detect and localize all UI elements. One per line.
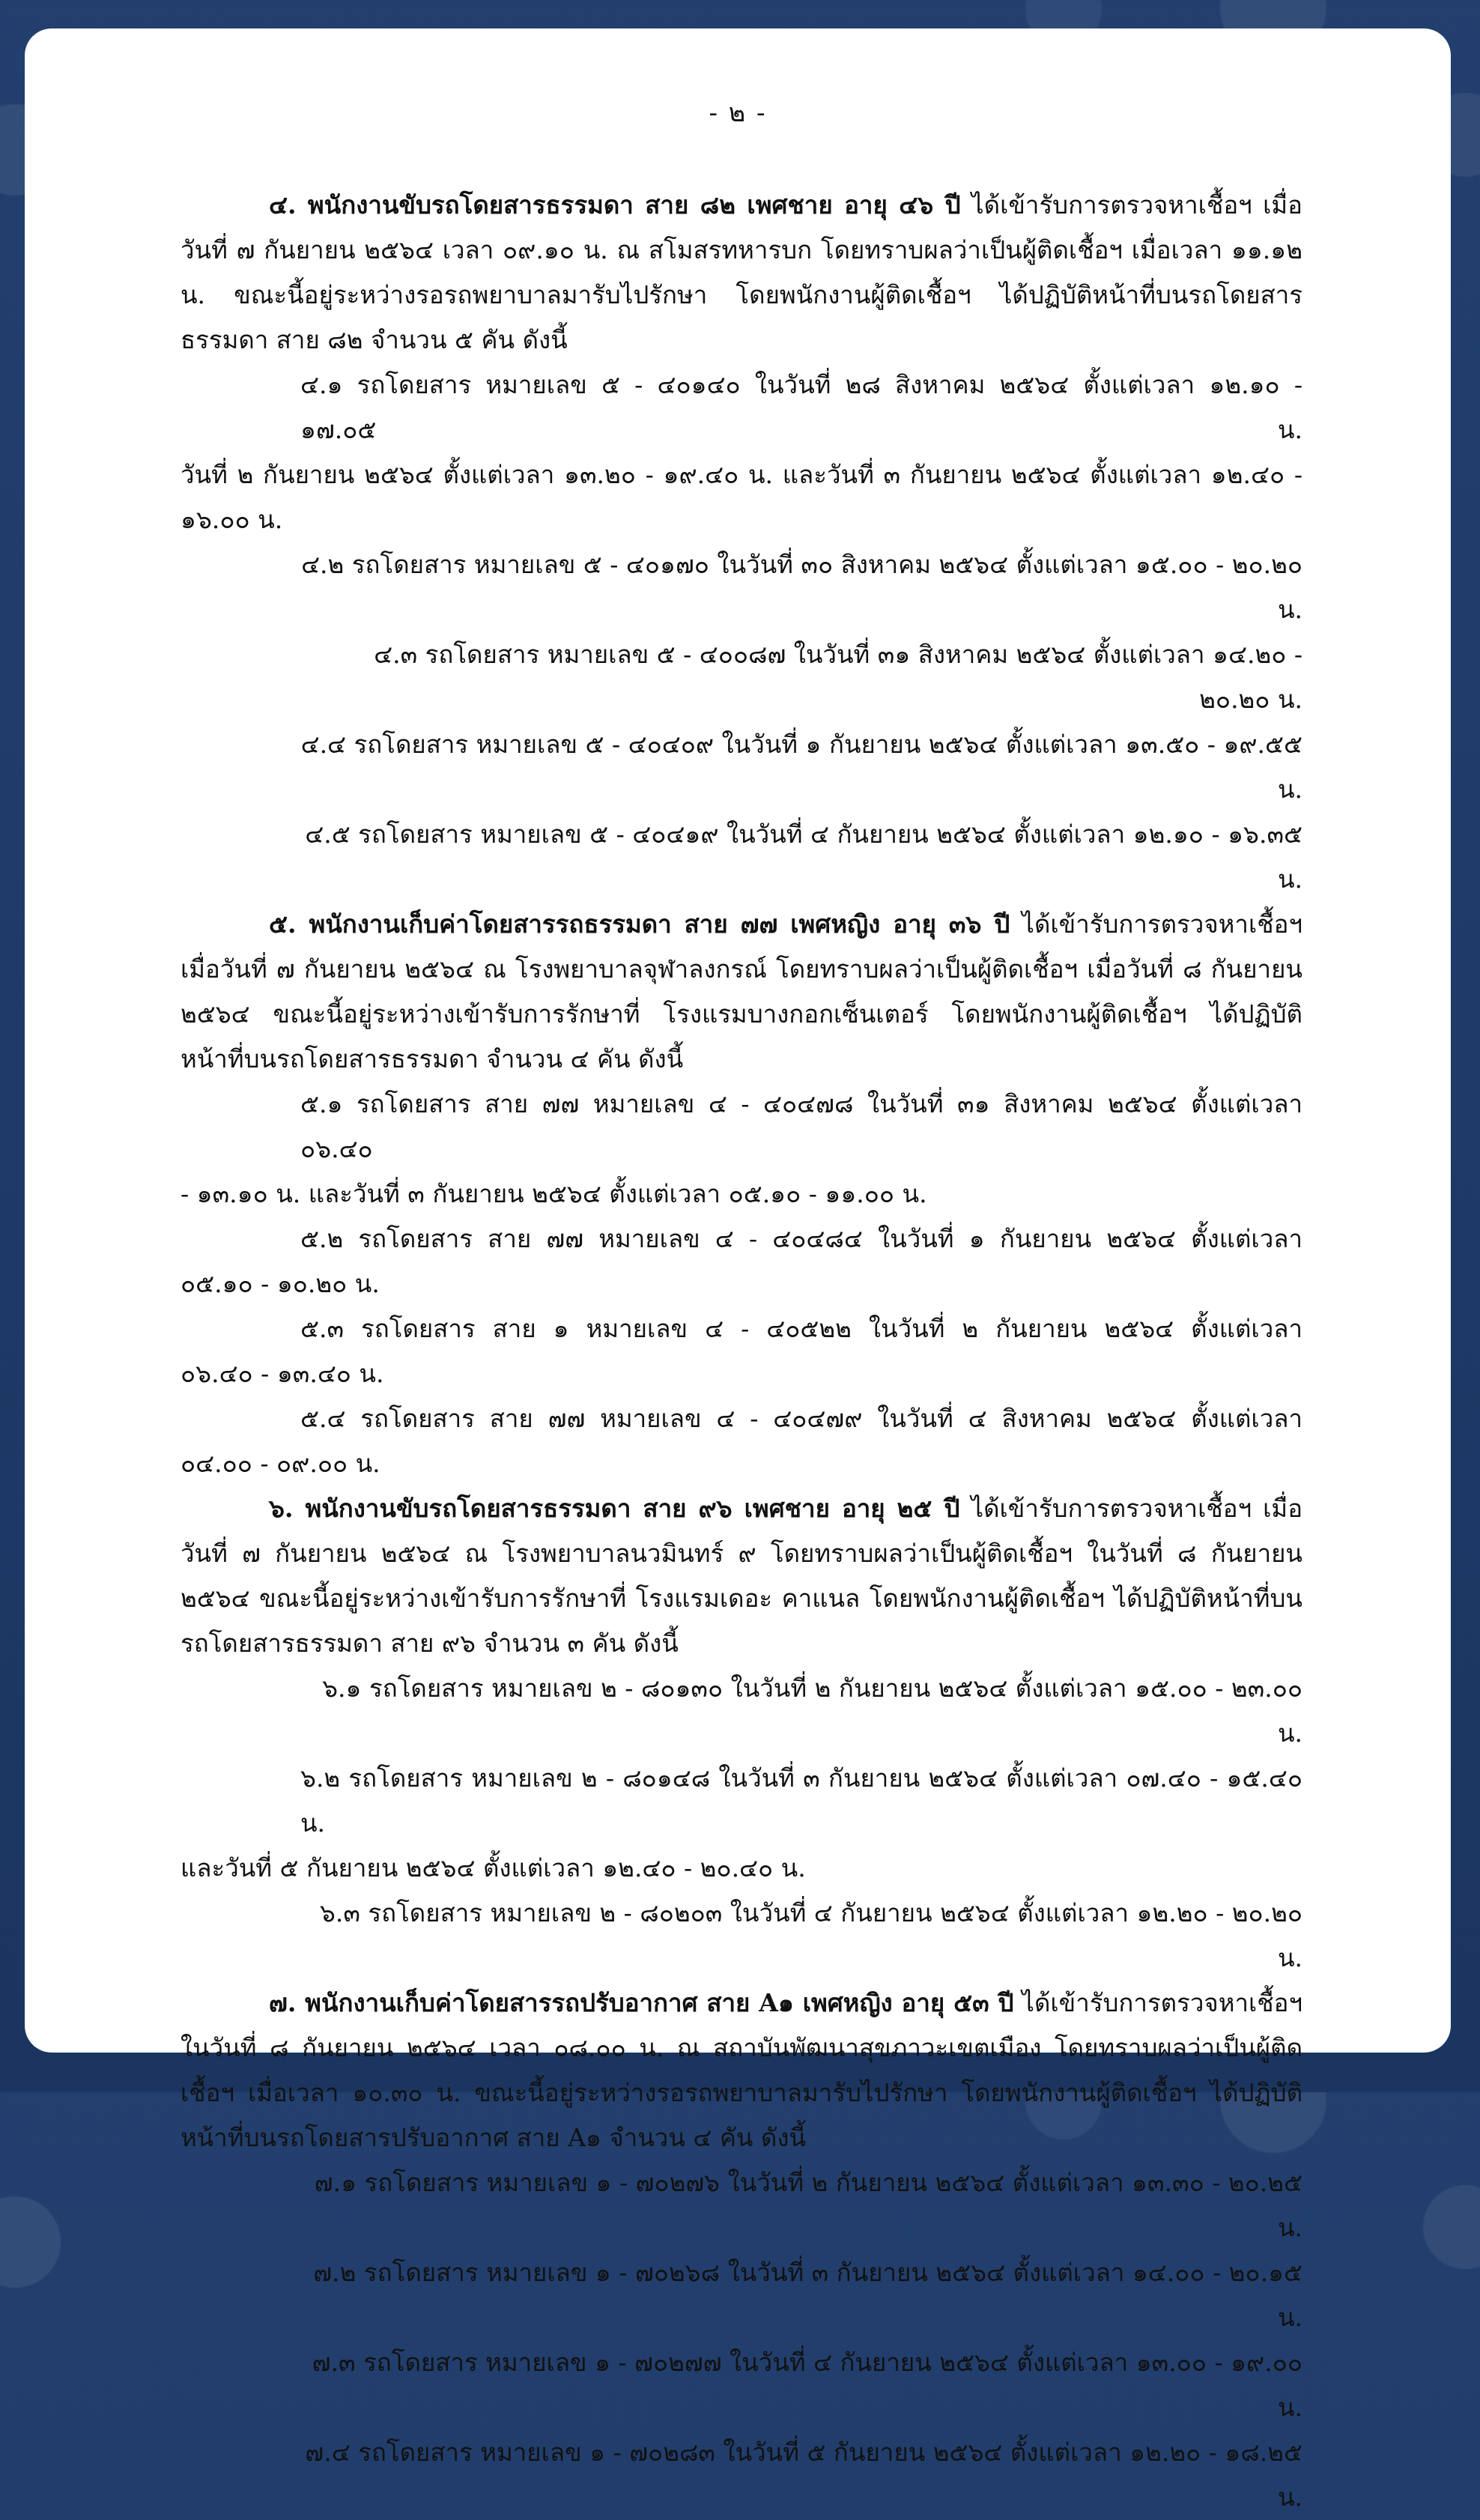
case-paragraph-4 <box>181 183 1302 363</box>
case-description: ได้เข้ารับการตรวจหาเชื้อฯ เมื่อวันที่ ๗ กันยายน ๒๕๖๔ ณ โรงพยาบาลจุฬาลงกรณ์ โดยทราบผลว่าเป็นผู้ติดเชื้อฯ เมื่อวันที่ ๘ กันยายน ๒๕๖๔ ขณะนี้อยู่ระหว่างเข้ารับการรักษาที่ โรงแรมบางกอกเซ็นเตอร์ โดยพนักงานผู้ติดเชื้อฯ ได้ปฏิบัติหน้าที่บนรถโดยสารธรรมดา จำนวน ๔ คัน ดังนี้ <box>181 909 1302 1073</box>
bus-item-line: ๕.๑ รถโดยสาร สาย ๗๗ หมายเลข ๔ - ๔๐๔๗๘ ในวันที่ ๓๑ สิงหาคม ๒๕๖๔ ตั้งแต่เวลา ๐๖.๔๐ <box>300 1089 1302 1163</box>
bus-item-line: ๔.๔ รถโดยสาร หมายเลข ๕ - ๔๐๔๐๙ ในวันที่ ๑ กันยายน ๒๕๖๔ ตั้งแต่เวลา ๑๓.๕๐ - ๑๙.๕๕ น. <box>300 730 1302 804</box>
bus-item <box>181 812 1302 902</box>
bus-item-line: ๔.๓ รถโดยสาร หมายเลข ๕ - ๔๐๐๘๗ ในวันที่ ๓๑ สิงหาคม ๒๕๖๔ ตั้งแต่เวลา ๑๔.๒๐ - ๒๐.๒๐ น. <box>374 640 1302 714</box>
case-description: ได้เข้ารับการตรวจหาเชื้อฯ เมื่อวันที่ ๗ กันยายน ๒๕๖๔ เวลา ๐๙.๑๐ น. ณ สโมสรทหารบก โดยทราบผลว่าเป็นผู้ติดเชื้อฯ เมื่อเวลา ๑๑.๑๒ น. ขณะนี้อยู่ระหว่างรอรถพยาบาลมารับไปรักษา โดยพนักงานผู้ติดเชื้อฯ ได้ปฏิบัติหน้าที่บนรถโดยสารธรรมดา สาย ๘๒ จำนวน ๕ คัน ดังนี้ <box>181 190 1302 354</box>
bus-item-continuation: ๐๖.๔๐ - ๑๓.๔๐ น. <box>181 1359 384 1388</box>
bus-item <box>181 1396 1302 1486</box>
bus-item <box>181 1082 1302 1217</box>
bus-item <box>181 1666 1302 1756</box>
bus-item-line: ๔.๑ รถโดยสาร หมายเลข ๕ - ๔๐๑๔๐ ในวันที่ ๒๘ สิงหาคม ๒๕๖๔ ตั้งแต่เวลา ๑๒.๑๐ - ๑๗.๐๕ น. <box>300 370 1302 444</box>
bus-item-line: ๕.๓ รถโดยสาร สาย ๑ หมายเลข ๔ - ๔๐๕๒๒ ในวันที่ ๒ กันยายน ๒๕๖๔ ตั้งแต่เวลา <box>300 1314 1302 1343</box>
document-body <box>181 183 1302 2520</box>
bus-item-line: ๗.๑ รถโดยสาร หมายเลข ๑ - ๗๐๒๗๖ ในวันที่ ๒ กันยายน ๒๕๖๔ ตั้งแต่เวลา ๑๓.๓๐ - ๒๐.๒๕ น. <box>314 2168 1302 2242</box>
case-paragraph-6 <box>181 1486 1302 1666</box>
document-page <box>25 28 1451 2512</box>
case-heading: ๖. พนักงานขับรถโดยสารธรรมดา สาย ๙๖ เพศชาย อายุ ๒๕ ปี <box>269 1494 960 1523</box>
bus-item-line: ๗.๒ รถโดยสาร หมายเลข ๑ - ๗๐๒๖๘ ในวันที่ ๓ กันยายน ๒๕๖๔ ตั้งแต่เวลา ๑๔.๐๐ - ๒๐.๑๕ น. <box>313 2258 1302 2332</box>
bus-item-continuation: - ๑๓.๑๐ น. และวันที่ ๓ กันยายน ๒๕๖๔ ตั้งแต่เวลา ๐๕.๑๐ - ๑๑.๐๐ น. <box>181 1179 927 1208</box>
bus-item-line: ๕.๒ รถโดยสาร สาย ๗๗ หมายเลข ๔ - ๔๐๔๘๔ ในวันที่ ๑ กันยายน ๒๕๖๔ ตั้งแต่เวลา <box>300 1224 1302 1253</box>
bus-item-line: ๗.๓ รถโดยสาร หมายเลข ๑ - ๗๐๒๗๗ ในวันที่ ๔ กันยายน ๒๕๖๔ ตั้งแต่เวลา ๑๓.๐๐ - ๑๙.๐๐ น. <box>312 2348 1302 2422</box>
bus-item-line: ๖.๓ รถโดยสาร หมายเลข ๒ - ๘๐๒๐๓ ในวันที่ ๔ กันยายน ๒๕๖๔ ตั้งแต่เวลา ๑๒.๒๐ - ๒๐.๒๐ น. <box>319 1898 1302 1972</box>
bus-item <box>181 722 1302 812</box>
bus-item-continuation: และวันที่ ๕ กันยายน ๒๕๖๔ ตั้งแต่เวลา ๑๒.๔๐ - ๒๐.๔๐ น. <box>181 1853 806 1883</box>
page-number: - ๒ - <box>709 98 767 128</box>
bus-item <box>181 2250 1302 2340</box>
bus-item <box>181 1891 1302 1981</box>
bus-item <box>181 542 1302 632</box>
case-heading: ๔. พนักงานขับรถโดยสารธรรมดา สาย ๘๒ เพศชาย อายุ ๔๖ ปี <box>269 190 961 219</box>
bus-item <box>181 363 1302 542</box>
bus-item-line: ๔.๕ รถโดยสาร หมายเลข ๕ - ๔๐๔๑๙ ในวันที่ ๔ กันยายน ๒๕๖๔ ตั้งแต่เวลา ๑๒.๑๐ - ๑๖.๓๕ น. <box>305 820 1302 894</box>
bus-item-continuation: ๐๔.๐๐ - ๐๙.๐๐ น. <box>181 1449 380 1478</box>
bus-item-line: ๔.๒ รถโดยสาร หมายเลข ๕ - ๔๐๑๗๐ ในวันที่ ๓๐ สิงหาคม ๒๕๖๔ ตั้งแต่เวลา ๑๕.๐๐ - ๒๐.๒๐ น. <box>301 550 1302 624</box>
bus-item <box>181 632 1302 722</box>
bus-item <box>181 1756 1302 1891</box>
case-paragraph-7 <box>181 1981 1302 2160</box>
bus-item <box>181 2160 1302 2250</box>
bus-item-line: ๖.๑ รถโดยสาร หมายเลข ๒ - ๘๐๑๓๐ ในวันที่ ๒ กันยายน ๒๕๖๔ ตั้งแต่เวลา ๑๕.๐๐ - ๒๓.๐๐ น. <box>322 1674 1302 1748</box>
case-description: ได้เข้ารับการตรวจหาเชื้อฯ ในวันที่ ๘ กันยายน ๒๕๖๔ เวลา ๐๘.๐๐ น. ณ สถาบันพัฒนาสุขภาวะเขตเมือง โดยทราบผลว่าเป็นผู้ติดเชื้อฯ เมื่อเวลา ๑๐.๓๐ น. ขณะนี้อยู่ระหว่างรอรถพยาบาลมารับไปรักษา โดยพนักงานผู้ติดเชื้อฯ ได้ปฏิบัติหน้าที่บนรถโดยสารปรับอากาศ สาย A๑ จำนวน ๔ คัน ดังนี้ <box>181 1988 1302 2152</box>
bus-item-continuation: วันที่ ๒ กันยายน ๒๕๖๔ ตั้งแต่เวลา ๑๓.๒๐ - ๑๙.๔๐ น. และวันที่ ๓ กันยายน ๒๕๖๔ ตั้งแต่เวลา ๑๒.๔๐ - ๑๖.๐๐ น. <box>181 460 1302 534</box>
bus-item-continuation: ๐๕.๑๐ - ๑๐.๒๐ น. <box>181 1269 380 1298</box>
bus-item-line: ๗.๔ รถโดยสาร หมายเลข ๑ - ๗๐๒๘๓ ในวันที่ ๕ กันยายน ๒๕๖๔ ตั้งแต่เวลา ๑๒.๒๐ - ๑๘.๒๕ น. <box>305 2438 1302 2512</box>
bus-item-line: ๕.๔ รถโดยสาร สาย ๗๗ หมายเลข ๔ - ๔๐๔๗๙ ในวันที่ ๔ สิงหาคม ๒๕๖๔ ตั้งแต่เวลา <box>300 1404 1302 1433</box>
bus-item <box>181 1306 1302 1396</box>
bus-item <box>181 1217 1302 1306</box>
bus-item-line: ๖.๒ รถโดยสาร หมายเลข ๒ - ๘๐๑๔๘ ในวันที่ ๓ กันยายน ๒๕๖๔ ตั้งแต่เวลา ๐๗.๔๐ - ๑๕.๔๐ น. <box>300 1763 1302 1838</box>
bus-item <box>181 2340 1302 2430</box>
case-paragraph-5 <box>181 902 1302 1082</box>
case-description: ได้เข้ารับการตรวจหาเชื้อฯ เมื่อวันที่ ๗ กันยายน ๒๕๖๔ ณ โรงพยาบาลนวมินทร์ ๙ โดยทราบผลว่าเป็นผู้ติดเชื้อฯ ในวันที่ ๘ กันยายน ๒๕๖๔ ขณะนี้อยู่ระหว่างเข้ารับการรักษาที่ โรงแรมเดอะ คาแนล โดยพนักงานผู้ติดเชื้อฯ ได้ปฏิบัติหน้าที่บนรถโดยสารธรรมดา สาย ๙๖ จำนวน ๓ คัน ดังนี้ <box>181 1494 1303 1658</box>
bus-item <box>181 2430 1302 2520</box>
case-heading: ๗. พนักงานเก็บค่าโดยสารรถปรับอากาศ สาย A๑ เพศหญิง อายุ ๕๓ ปี <box>269 1988 1014 2017</box>
case-heading: ๕. พนักงานเก็บค่าโดยสารรถธรรมดา สาย ๗๗ เพศหญิง อายุ ๓๖ ปี <box>269 909 1010 939</box>
